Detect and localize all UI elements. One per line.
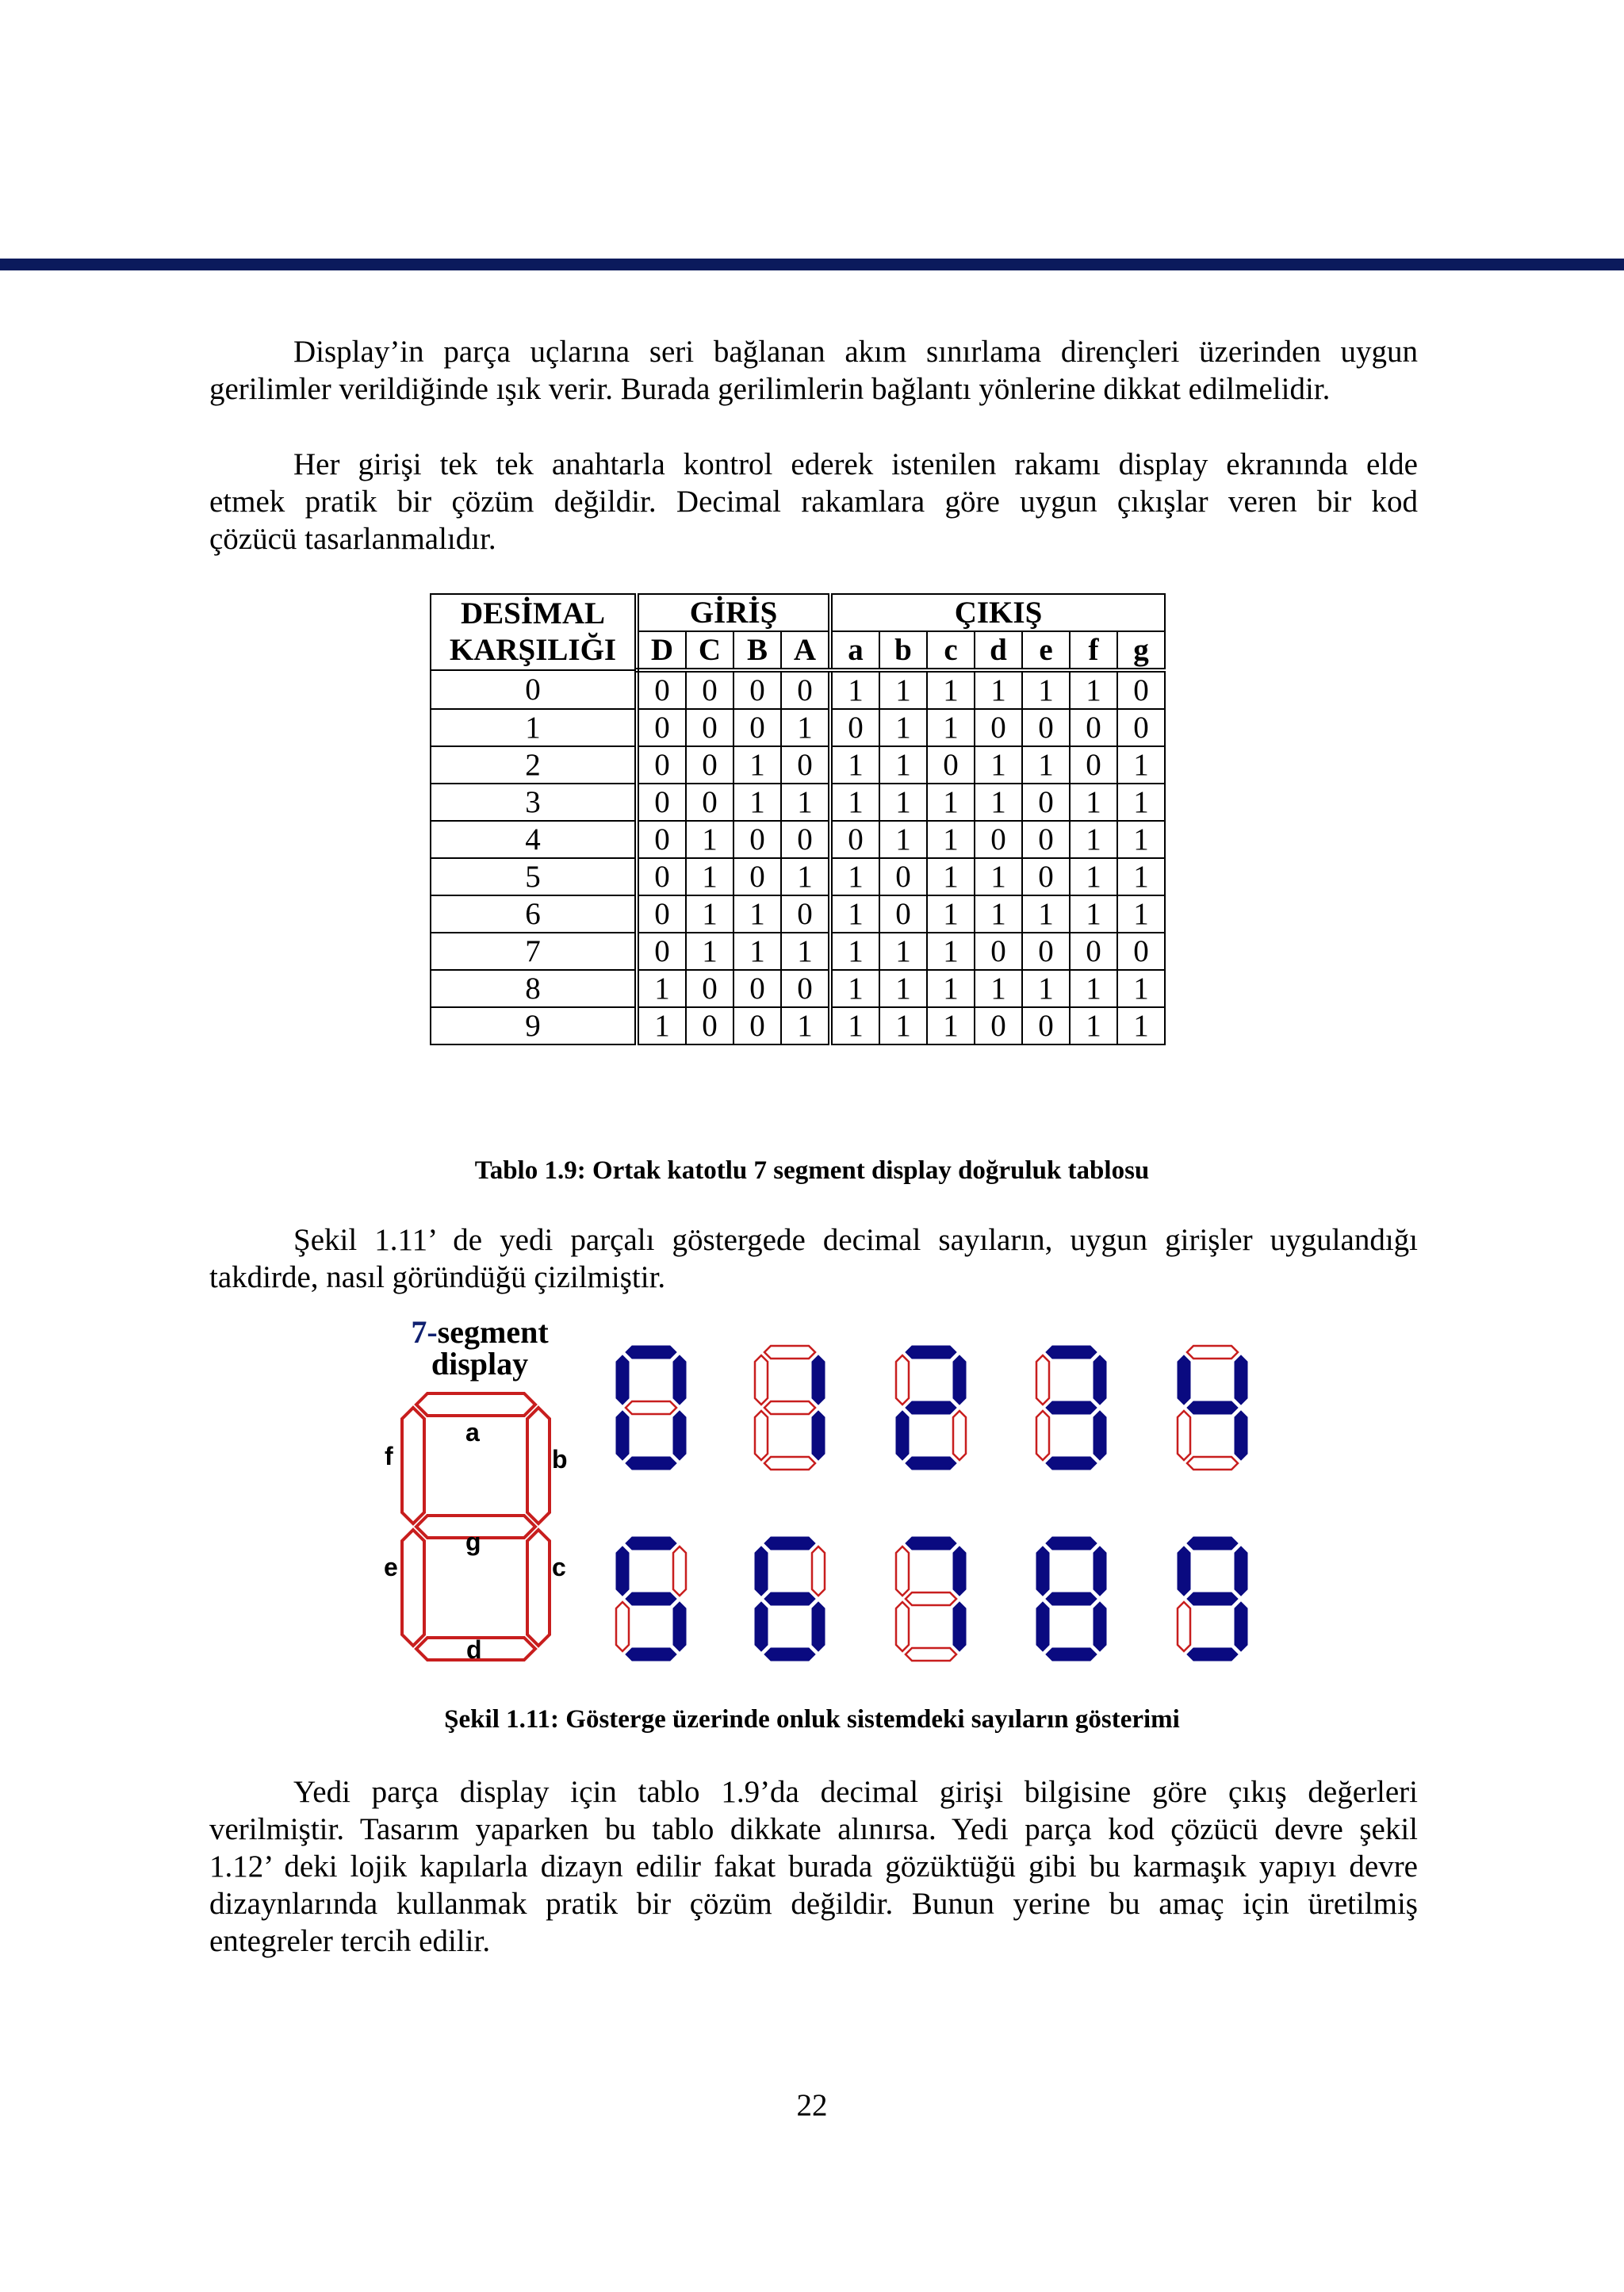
- output-bit-cell: 1: [1022, 895, 1070, 933]
- input-bit-cell: 1: [781, 784, 830, 821]
- paragraph-2: [209, 446, 1418, 558]
- output-bit-cell: 1: [879, 746, 927, 784]
- output-bit-cell: 1: [1022, 670, 1070, 709]
- segment-g: [906, 1401, 956, 1414]
- digit-display-4: [1176, 1344, 1249, 1471]
- output-bit-cell: 0: [830, 709, 879, 746]
- output-bit-cell: 1: [975, 784, 1022, 821]
- segment-g: [764, 1401, 815, 1414]
- segment-a: [906, 1537, 956, 1550]
- output-bit-cell: 1: [975, 858, 1022, 895]
- segment-g: [1046, 1401, 1097, 1414]
- output-bit-cell: 1: [830, 746, 879, 784]
- column-header-input: B: [733, 631, 781, 670]
- segment-c: [1094, 1602, 1106, 1651]
- input-bit-cell: 0: [686, 670, 733, 709]
- segment-c: [673, 1411, 686, 1460]
- table-caption: Tablo 1.9: Ortak katotlu 7 segment display doğruluk tablosu: [474, 1156, 1150, 1185]
- segment-c: [1235, 1411, 1247, 1460]
- table-row: [431, 746, 1165, 784]
- segment-label-g: g: [465, 1527, 481, 1556]
- segment-label-f: f: [385, 1442, 393, 1470]
- segment-c: [673, 1602, 686, 1651]
- output-bit-cell: 0: [1022, 709, 1070, 746]
- output-bit-cell: 1: [1117, 895, 1165, 933]
- output-bit-cell: 1: [927, 895, 975, 933]
- column-header-output: d: [975, 631, 1022, 670]
- input-bit-cell: 1: [686, 895, 733, 933]
- segment-e: [755, 1602, 768, 1651]
- segment-f: [1036, 1547, 1049, 1596]
- input-bit-cell: 0: [637, 858, 686, 895]
- output-bit-cell: 0: [1070, 933, 1117, 970]
- output-bit-cell: 1: [975, 970, 1022, 1007]
- output-bit-cell: 0: [975, 1007, 1022, 1044]
- output-bit-cell: 1: [927, 970, 975, 1007]
- segment-c: [812, 1602, 825, 1651]
- segment-b: [1094, 1355, 1106, 1405]
- digit-display-9: [1176, 1535, 1249, 1662]
- segment-d: [1046, 1648, 1097, 1661]
- output-bit-cell: 0: [1022, 1007, 1070, 1044]
- column-header-output: a: [830, 631, 879, 670]
- input-bit-cell: 0: [637, 933, 686, 970]
- input-bit-cell: 1: [781, 933, 830, 970]
- input-bit-cell: 0: [781, 895, 830, 933]
- output-bit-cell: 0: [1070, 746, 1117, 784]
- decimal-cell: 8: [431, 970, 637, 1007]
- paragraph-line: Şekil 1.11’ de yedi parçalı göstergede decimal sayıların, uygun girişler uygulandığı: [293, 1223, 1418, 1257]
- input-bit-cell: 1: [781, 709, 830, 746]
- segment-a: [764, 1346, 815, 1359]
- segment-a: [1046, 1346, 1097, 1359]
- paragraph-line: etmek pratik bir çözüm değildir. Decimal rakamlara göre uygun çıkışlar veren bir kod: [209, 485, 1418, 519]
- output-bit-cell: 1: [830, 670, 879, 709]
- segment-d: [906, 1457, 956, 1470]
- table-row: [431, 709, 1165, 746]
- header-output-group: ÇIKIŞ: [830, 594, 1165, 631]
- segment-f: [616, 1547, 629, 1596]
- input-bit-cell: 1: [733, 746, 781, 784]
- digit-display-2: [894, 1344, 967, 1471]
- input-bit-cell: 0: [733, 1007, 781, 1044]
- segment-label-e: e: [384, 1553, 398, 1581]
- decimal-cell: 5: [431, 858, 637, 895]
- segment-a: [1187, 1537, 1238, 1550]
- paragraph-line: Yedi parça display için tablo 1.9’da decimal girişi bilgisine göre çıkış değerleri: [293, 1775, 1418, 1809]
- segment-f: [1178, 1547, 1190, 1596]
- segment-c: [953, 1602, 966, 1651]
- output-bit-cell: 1: [830, 784, 879, 821]
- decimal-cell: 9: [431, 1007, 637, 1044]
- column-header-output: g: [1117, 631, 1165, 670]
- table-row: [431, 858, 1165, 895]
- paragraph-line: takdirde, nasıl göründüğü çizilmiştir.: [209, 1260, 666, 1294]
- segment-d: [1187, 1457, 1238, 1470]
- input-bit-cell: 0: [686, 784, 733, 821]
- segment-a: [1046, 1537, 1097, 1550]
- output-bit-cell: 1: [927, 1007, 975, 1044]
- segment-f: [896, 1547, 909, 1596]
- input-bit-cell: 1: [733, 895, 781, 933]
- segment-g: [626, 1401, 676, 1414]
- segment-e: [1178, 1602, 1190, 1651]
- segment-b: [527, 1408, 550, 1524]
- input-bit-cell: 0: [686, 746, 733, 784]
- output-bit-cell: 0: [879, 858, 927, 895]
- paragraph-line: çözücü tasarlanmalıdır.: [209, 522, 496, 556]
- output-bit-cell: 0: [1070, 709, 1117, 746]
- output-bit-cell: 1: [879, 709, 927, 746]
- output-bit-cell: 1: [1117, 858, 1165, 895]
- digit-display-6: [753, 1535, 826, 1662]
- table-row: [431, 821, 1165, 858]
- output-bit-cell: 1: [975, 895, 1022, 933]
- truth-table: [430, 593, 1166, 1045]
- segment-g: [764, 1593, 815, 1605]
- segment-d: [764, 1457, 815, 1470]
- segment-f: [616, 1355, 629, 1405]
- output-bit-cell: 1: [927, 933, 975, 970]
- input-bit-cell: 1: [686, 858, 733, 895]
- input-bit-cell: 0: [781, 746, 830, 784]
- segment-b: [1235, 1355, 1247, 1405]
- segment-f: [755, 1355, 768, 1405]
- column-header-input: D: [637, 631, 686, 670]
- segment-e: [402, 1530, 424, 1646]
- decimal-cell: 0: [431, 670, 637, 709]
- output-bit-cell: 1: [1070, 970, 1117, 1007]
- segment-d: [1046, 1457, 1097, 1470]
- decimal-cell: 2: [431, 746, 637, 784]
- paragraph-line: Display’in parça uçlarına seri bağlanan akım sınırlama dirençleri üzerinden uygun: [293, 335, 1418, 369]
- input-bit-cell: 0: [637, 895, 686, 933]
- decimal-cell: 6: [431, 895, 637, 933]
- digit-display-7: [894, 1535, 967, 1662]
- segment-label-a: a: [465, 1418, 480, 1447]
- truth-table-body: [431, 670, 1165, 1044]
- table-row: [431, 970, 1165, 1007]
- paragraph-1: [209, 333, 1418, 408]
- input-bit-cell: 0: [781, 670, 830, 709]
- output-bit-cell: 1: [927, 821, 975, 858]
- header-rule: [0, 259, 1624, 270]
- segment-b: [812, 1547, 825, 1596]
- input-bit-cell: 1: [637, 970, 686, 1007]
- segment-g: [906, 1593, 956, 1605]
- decimal-cell: 4: [431, 821, 637, 858]
- segment-b: [953, 1355, 966, 1405]
- segment-b: [1235, 1547, 1247, 1596]
- segment-e: [755, 1411, 768, 1460]
- column-header-input: C: [686, 631, 733, 670]
- output-bit-cell: 0: [830, 821, 879, 858]
- segment-a: [626, 1346, 676, 1359]
- input-bit-cell: 1: [733, 784, 781, 821]
- input-bit-cell: 0: [637, 746, 686, 784]
- segment-e: [896, 1602, 909, 1651]
- decimal-cell: 3: [431, 784, 637, 821]
- paragraph-line: Her girişi tek tek anahtarla kontrol ederek istenilen rakamı display ekranında elde: [293, 447, 1418, 481]
- output-bit-cell: 0: [1022, 933, 1070, 970]
- input-bit-cell: 0: [686, 970, 733, 1007]
- segment-e: [896, 1411, 909, 1460]
- output-bit-cell: 1: [1070, 895, 1117, 933]
- output-bit-cell: 1: [927, 670, 975, 709]
- segment-e: [616, 1602, 629, 1651]
- column-header-output: f: [1070, 631, 1117, 670]
- paragraph-line: 1.12’ deki lojik kapılarla dizayn edilir fakat burada gözüktüğü gibi bu karmaşık yapıyı devre: [209, 1849, 1418, 1884]
- output-bit-cell: 0: [927, 746, 975, 784]
- output-bit-cell: 1: [927, 858, 975, 895]
- output-bit-cell: 1: [1070, 784, 1117, 821]
- segment-d: [626, 1457, 676, 1470]
- output-bit-cell: 1: [927, 784, 975, 821]
- output-bit-cell: 1: [1117, 1007, 1165, 1044]
- output-bit-cell: 0: [1022, 821, 1070, 858]
- paragraph-line: verilmiştir. Tasarım yaparken bu tablo dikkate alınırsa. Yedi parça kod çözücü devre şekil: [209, 1812, 1418, 1846]
- input-bit-cell: 0: [686, 1007, 733, 1044]
- digit-display-8: [1035, 1535, 1108, 1662]
- segment-c: [527, 1530, 550, 1646]
- decimal-cell: 1: [431, 709, 637, 746]
- output-bit-cell: 1: [830, 858, 879, 895]
- segment-d: [764, 1648, 815, 1661]
- segment-a: [1187, 1346, 1238, 1359]
- input-bit-cell: 0: [733, 709, 781, 746]
- column-header-output: c: [927, 631, 975, 670]
- segment-e: [616, 1411, 629, 1460]
- segment-d: [1187, 1648, 1238, 1661]
- input-bit-cell: 1: [781, 858, 830, 895]
- paragraph-line: gerilimler verildiğinde ışık verir. Burada gerilimlerin bağlantı yönlerine dikkat edilmelidir.: [209, 372, 1331, 406]
- input-bit-cell: 0: [686, 709, 733, 746]
- segment-a: [906, 1346, 956, 1359]
- output-bit-cell: 1: [1022, 970, 1070, 1007]
- table-row: [431, 895, 1165, 933]
- output-bit-cell: 0: [975, 933, 1022, 970]
- output-bit-cell: 0: [975, 709, 1022, 746]
- segment-e: [1178, 1411, 1190, 1460]
- column-header-output: e: [1022, 631, 1070, 670]
- output-bit-cell: 1: [1070, 858, 1117, 895]
- segment-a: [416, 1393, 535, 1416]
- segment-g: [1187, 1593, 1238, 1605]
- digit-display-3: [1035, 1344, 1108, 1471]
- input-bit-cell: 0: [733, 970, 781, 1007]
- segment-b: [673, 1547, 686, 1596]
- input-bit-cell: 0: [733, 821, 781, 858]
- output-bit-cell: 0: [1117, 933, 1165, 970]
- segment-f: [1178, 1355, 1190, 1405]
- output-bit-cell: 0: [1117, 670, 1165, 709]
- output-bit-cell: 1: [830, 895, 879, 933]
- segment-e: [1036, 1411, 1049, 1460]
- segment-f: [1036, 1355, 1049, 1405]
- input-bit-cell: 0: [733, 858, 781, 895]
- figure-title: 7-segment display: [411, 1314, 549, 1382]
- table-row: [431, 784, 1165, 821]
- input-bit-cell: 0: [781, 970, 830, 1007]
- column-header-input: A: [781, 631, 830, 670]
- output-bit-cell: 1: [975, 670, 1022, 709]
- output-bit-cell: 0: [1117, 709, 1165, 746]
- output-bit-cell: 1: [879, 933, 927, 970]
- output-bit-cell: 1: [879, 970, 927, 1007]
- output-bit-cell: 0: [975, 821, 1022, 858]
- column-header-output: b: [879, 631, 927, 670]
- input-bit-cell: 0: [637, 709, 686, 746]
- figure-caption: Şekil 1.11: Gösterge üzerinde onluk sistemdeki sayıların gösterimi: [444, 1705, 1180, 1734]
- output-bit-cell: 1: [1070, 670, 1117, 709]
- paragraph-line: entegreler tercih edilir.: [209, 1924, 491, 1958]
- input-bit-cell: 0: [637, 784, 686, 821]
- input-bit-cell: 0: [733, 670, 781, 709]
- output-bit-cell: 1: [879, 821, 927, 858]
- segment-g: [1187, 1401, 1238, 1414]
- output-bit-cell: 1: [879, 1007, 927, 1044]
- segment-g: [1046, 1593, 1097, 1605]
- output-bit-cell: 1: [1117, 784, 1165, 821]
- output-bit-cell: 0: [879, 895, 927, 933]
- input-bit-cell: 0: [637, 821, 686, 858]
- segment-label-c: c: [552, 1553, 566, 1581]
- segment-label-b: b: [552, 1445, 568, 1474]
- output-bit-cell: 1: [1117, 970, 1165, 1007]
- output-bit-cell: 1: [1117, 821, 1165, 858]
- table-row: [431, 933, 1165, 970]
- input-bit-cell: 0: [781, 821, 830, 858]
- segment-d: [906, 1648, 956, 1661]
- digit-display-1: [753, 1344, 826, 1471]
- segment-g: [626, 1593, 676, 1605]
- header-decimal: DESİMAL KARŞILIĞI: [431, 594, 637, 670]
- input-bit-cell: 1: [686, 821, 733, 858]
- segment-c: [1094, 1411, 1106, 1460]
- segment-d: [626, 1648, 676, 1661]
- input-bit-cell: 1: [637, 1007, 686, 1044]
- segment-b: [812, 1355, 825, 1405]
- paragraph-line: dizaynlarında kullanmak pratik bir çözüm değildir. Bunun yerine bu amaç için üretilmiş: [209, 1887, 1418, 1921]
- output-bit-cell: 1: [927, 709, 975, 746]
- segment-c: [1235, 1602, 1247, 1651]
- segment-label-d: d: [466, 1635, 482, 1664]
- page-number: 22: [796, 2088, 828, 2122]
- segment-e: [1036, 1602, 1049, 1651]
- input-bit-cell: 1: [781, 1007, 830, 1044]
- input-bit-cell: 1: [686, 933, 733, 970]
- output-bit-cell: 0: [1022, 784, 1070, 821]
- segment-b: [673, 1355, 686, 1405]
- output-bit-cell: 1: [1117, 746, 1165, 784]
- output-bit-cell: 0: [1022, 858, 1070, 895]
- input-bit-cell: 1: [733, 933, 781, 970]
- output-bit-cell: 1: [879, 670, 927, 709]
- output-bit-cell: 1: [830, 1007, 879, 1044]
- segment-a: [764, 1537, 815, 1550]
- table-row: [431, 670, 1165, 709]
- header-input-group: GİRİŞ: [637, 594, 830, 631]
- output-bit-cell: 1: [830, 933, 879, 970]
- output-bit-cell: 1: [1070, 821, 1117, 858]
- output-bit-cell: 1: [830, 970, 879, 1007]
- digit-display-5: [615, 1535, 688, 1662]
- segment-b: [1094, 1547, 1106, 1596]
- segment-f: [755, 1547, 768, 1596]
- segment-f: [896, 1355, 909, 1405]
- table-row: [431, 1007, 1165, 1044]
- digit-display-0: [615, 1344, 688, 1471]
- output-bit-cell: 1: [879, 784, 927, 821]
- paragraph-3: [209, 1221, 1418, 1296]
- segment-c: [953, 1411, 966, 1460]
- segment-a: [626, 1537, 676, 1550]
- input-bit-cell: 0: [637, 670, 686, 709]
- output-bit-cell: 1: [975, 746, 1022, 784]
- decimal-cell: 7: [431, 933, 637, 970]
- output-bit-cell: 1: [1070, 1007, 1117, 1044]
- segment-f: [402, 1408, 424, 1524]
- output-bit-cell: 1: [1022, 746, 1070, 784]
- segment-b: [953, 1547, 966, 1596]
- segment-c: [812, 1411, 825, 1460]
- paragraph-4: [209, 1773, 1418, 1960]
